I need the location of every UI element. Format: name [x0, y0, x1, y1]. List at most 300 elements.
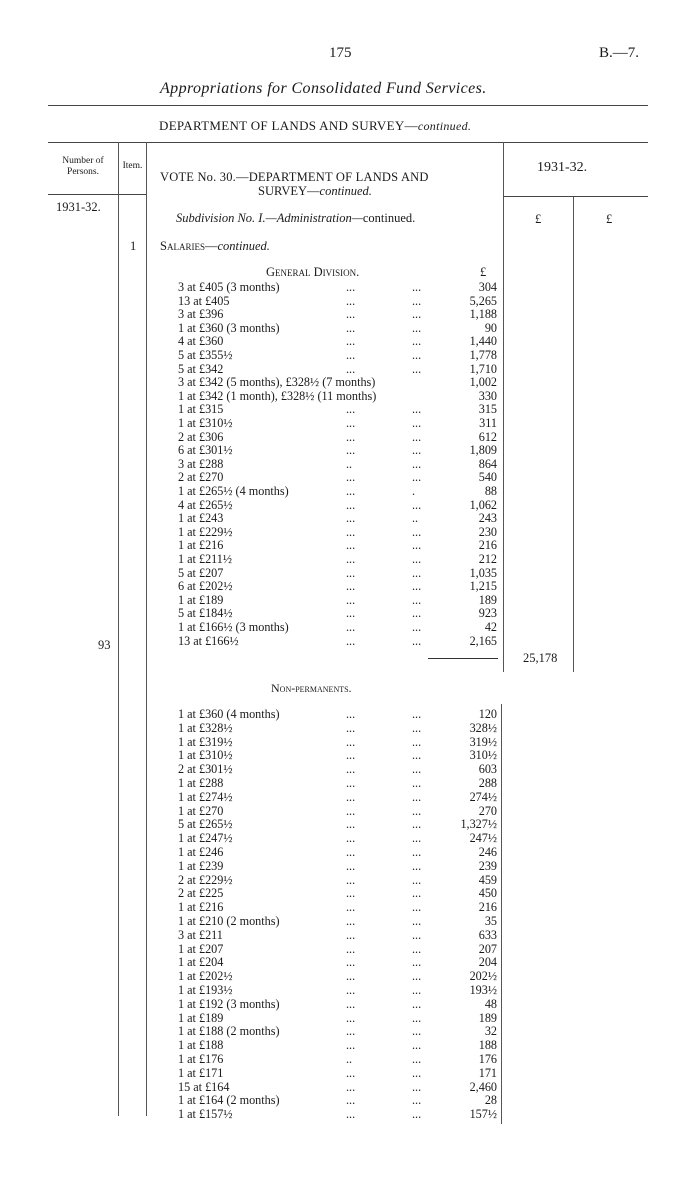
row-label: 3 at £211 — [178, 927, 223, 942]
row-leader-dots: ... — [346, 361, 356, 376]
row-leader-dots: ... — [346, 620, 356, 634]
currency-right: £ — [606, 212, 613, 226]
row-leader-dots: ... — [346, 511, 356, 526]
department-name: DEPARTMENT OF LANDS AND SURVEY— — [159, 118, 418, 133]
row-label: 1 at £315 — [178, 402, 224, 417]
page-reference: B.—7. — [599, 45, 640, 61]
row-leader-dots: ... — [412, 620, 422, 634]
row-leader-dots: ... — [346, 565, 356, 580]
row-amount: 319½ — [469, 734, 497, 749]
row-label: 1 at £360 (3 months) — [178, 320, 280, 335]
row-amount: 216 — [478, 538, 497, 553]
table-row — [178, 1024, 500, 1038]
row-amount: 270 — [478, 803, 497, 818]
page-number: 175 — [329, 45, 352, 61]
row-leader-dots: ... — [346, 429, 356, 444]
row-leader-dots: ... — [346, 762, 356, 777]
year-column-header: 1931-32. — [537, 160, 588, 175]
persons-year: 1931-32. — [56, 200, 101, 214]
row-amount: 157½ — [469, 1107, 497, 1122]
table-row — [178, 983, 500, 997]
row-label: 1 at £274½ — [178, 789, 233, 804]
row-amount: 246 — [478, 845, 497, 859]
row-amount: 204 — [478, 955, 497, 970]
row-label: 1 at £288 — [178, 776, 224, 790]
row-leader-dots: ... — [346, 776, 356, 790]
row-leader-dots: ... — [346, 497, 356, 512]
table-row — [178, 942, 500, 956]
row-leader-dots: ... — [346, 1065, 356, 1080]
row-label: 1 at £246 — [178, 845, 224, 859]
row-label: 2 at £229½ — [178, 872, 233, 887]
row-label: 1 at £342 (1 month), £328½ (11 months) — [178, 388, 377, 403]
row-label: 5 at £342 — [178, 361, 224, 376]
row-leader-dots: .. — [412, 511, 419, 526]
row-leader-dots: ... — [346, 707, 356, 721]
item-column-divider — [146, 142, 147, 1116]
row-leader-dots: ... — [412, 927, 422, 942]
row-label: 2 at £270 — [178, 470, 224, 485]
row-amount: 1,002 — [469, 375, 497, 390]
general-division-persons-total: 93 — [98, 638, 111, 652]
row-leader-dots: ... — [412, 831, 422, 846]
table-row — [178, 1107, 500, 1121]
row-leader-dots: . — [412, 484, 416, 498]
table-top-rule — [48, 142, 648, 143]
row-leader-dots: ... — [412, 941, 422, 956]
row-leader-dots: ... — [346, 307, 356, 322]
row-leader-dots: ... — [412, 1024, 422, 1039]
row-amount: 247½ — [469, 831, 497, 846]
row-leader-dots: ... — [346, 524, 356, 539]
row-amount: 310½ — [469, 748, 497, 763]
row-leader-dots: ... — [346, 633, 356, 648]
row-leader-dots: ... — [346, 443, 356, 458]
row-label: 6 at £202½ — [178, 579, 233, 594]
row-amount: 239 — [478, 858, 497, 873]
row-leader-dots: ... — [346, 1093, 356, 1108]
row-label: 2 at £225 — [178, 886, 224, 901]
row-leader-dots: ... — [346, 914, 356, 928]
table-row — [178, 817, 500, 831]
row-leader-dots: ... — [412, 1038, 422, 1053]
table-row — [178, 375, 500, 389]
row-leader-dots: ... — [346, 1024, 356, 1039]
row-leader-dots: ... — [412, 552, 422, 566]
row-label: 5 at £355½ — [178, 348, 233, 362]
table-row — [178, 721, 500, 735]
row-leader-dots: ... — [412, 886, 422, 901]
year-header-rule — [503, 196, 648, 197]
persons-column-header: Number of Persons. — [62, 156, 104, 177]
row-leader-dots: ... — [346, 280, 356, 294]
table-row — [178, 294, 500, 308]
table-row — [178, 886, 500, 900]
persons-header-rule — [48, 194, 118, 195]
row-leader-dots: ... — [412, 734, 422, 749]
table-row — [178, 280, 500, 294]
row-amount: 633 — [478, 927, 497, 942]
row-leader-dots: ... — [346, 983, 356, 997]
table-row — [178, 307, 500, 321]
non-permanents-amount-rule — [501, 704, 502, 1124]
page-title: Appropriations for Consolidated Fund Services. — [160, 80, 487, 97]
row-label: 1 at £216 — [178, 538, 224, 553]
row-amount: 274½ — [469, 789, 497, 804]
row-leader-dots: ... — [412, 1010, 422, 1025]
table-row — [178, 1052, 500, 1066]
row-leader-dots: ... — [412, 900, 422, 915]
row-label: 1 at £247½ — [178, 831, 233, 846]
subdivision-label: Subdivision No. I.—Administration— — [176, 211, 363, 225]
row-label: 1 at £204 — [178, 955, 224, 970]
row-amount: 243 — [478, 511, 497, 526]
row-leader-dots: ... — [346, 831, 356, 846]
row-leader-dots: ... — [346, 579, 356, 594]
table-row — [178, 900, 500, 914]
table-row — [178, 484, 500, 498]
salaries-heading — [160, 239, 270, 254]
table-row — [178, 525, 500, 539]
row-leader-dots: ... — [412, 803, 422, 818]
table-row — [178, 955, 500, 969]
row-label: 1 at £239 — [178, 858, 224, 873]
row-leader-dots: ... — [412, 565, 422, 580]
row-leader-dots: ... — [346, 416, 356, 430]
row-leader-dots: ... — [346, 402, 356, 417]
table-row — [178, 997, 500, 1011]
subdivision-continued: continued. — [362, 211, 416, 225]
row-leader-dots: ... — [346, 858, 356, 873]
row-leader-dots: ... — [412, 361, 422, 376]
row-label: 6 at £301½ — [178, 443, 233, 458]
table-row — [178, 321, 500, 335]
row-leader-dots: ... — [412, 348, 422, 362]
row-amount: 450 — [478, 886, 497, 901]
row-leader-dots: ... — [346, 320, 356, 335]
row-leader-dots: ... — [346, 470, 356, 485]
salaries-continued: continued. — [217, 239, 270, 253]
table-row — [178, 538, 500, 552]
row-leader-dots: ... — [412, 606, 422, 621]
row-label: 5 at £184½ — [178, 606, 233, 621]
row-amount: 1,188 — [469, 307, 497, 322]
row-leader-dots: ... — [412, 1065, 422, 1080]
row-label: 1 at £166½ (3 months) — [178, 620, 289, 634]
table-row — [178, 634, 500, 648]
salaries-label: Salaries— — [160, 239, 218, 253]
table-row — [178, 362, 500, 376]
row-label: 1 at £207 — [178, 941, 224, 956]
row-label: 1 at £216 — [178, 900, 224, 915]
general-division-currency: £ — [480, 265, 487, 279]
row-leader-dots: ... — [412, 334, 422, 349]
row-leader-dots: ... — [412, 858, 422, 873]
row-amount: 315 — [478, 402, 497, 417]
row-leader-dots: ... — [346, 720, 356, 735]
row-leader-dots: ... — [412, 497, 422, 512]
vote-title-continued — [258, 184, 372, 199]
row-leader-dots: ... — [412, 914, 422, 928]
row-leader-dots: ... — [412, 776, 422, 790]
table-row — [178, 1093, 500, 1107]
table-row — [178, 748, 500, 762]
table-row — [178, 457, 500, 471]
vote-line2-continued: continued. — [319, 184, 372, 198]
row-amount: 120 — [478, 707, 497, 721]
general-division-heading: General Division. — [266, 265, 360, 279]
row-leader-dots: ... — [412, 320, 422, 335]
table-row — [178, 1080, 500, 1094]
row-leader-dots: ... — [346, 845, 356, 859]
row-label: 2 at £306 — [178, 429, 224, 444]
table-row — [178, 389, 500, 403]
row-amount: 603 — [478, 762, 497, 777]
row-label: 1 at £310½ — [178, 416, 233, 430]
row-leader-dots: ... — [412, 1093, 422, 1108]
row-amount: 288 — [478, 776, 497, 790]
row-label: 5 at £207 — [178, 565, 224, 580]
row-amount: 459 — [478, 872, 497, 887]
row-leader-dots: ... — [412, 307, 422, 322]
row-leader-dots: ... — [346, 552, 356, 566]
table-row — [178, 776, 500, 790]
row-amount: 1,440 — [469, 334, 497, 349]
row-label: 1 at £270 — [178, 803, 224, 818]
row-amount: 1,778 — [469, 348, 497, 362]
row-amount: 193½ — [469, 983, 497, 997]
row-leader-dots: .. — [346, 456, 353, 471]
row-label: 4 at £265½ — [178, 497, 233, 512]
row-label: 1 at £157½ — [178, 1107, 233, 1122]
row-amount: 88 — [484, 484, 497, 498]
row-leader-dots: ... — [412, 443, 422, 458]
row-amount: 2,460 — [469, 1079, 497, 1094]
row-label: 4 at £360 — [178, 334, 224, 349]
row-amount: 330 — [478, 388, 497, 403]
row-leader-dots: ... — [346, 803, 356, 818]
table-row — [178, 1011, 500, 1025]
row-amount: 230 — [478, 524, 497, 539]
row-amount: 2,165 — [469, 633, 497, 648]
table-row — [178, 707, 500, 721]
amount-column-divider — [503, 142, 504, 672]
row-leader-dots: ... — [412, 429, 422, 444]
row-leader-dots: ... — [346, 941, 356, 956]
row-amount: 864 — [478, 456, 497, 471]
table-row — [178, 498, 500, 512]
table-row — [178, 593, 500, 607]
row-leader-dots: ... — [412, 817, 422, 832]
row-leader-dots: ... — [412, 789, 422, 804]
table-row — [178, 928, 500, 942]
row-label: 13 at £166½ — [178, 633, 239, 648]
currency-left: £ — [535, 212, 542, 226]
row-amount: 171 — [478, 1065, 497, 1080]
row-label: 1 at £319½ — [178, 734, 233, 749]
row-amount: 28 — [484, 1093, 497, 1108]
row-leader-dots: ... — [346, 927, 356, 942]
table-row — [178, 606, 500, 620]
row-leader-dots: ... — [412, 845, 422, 859]
row-leader-dots: ... — [412, 633, 422, 648]
vote-title: VOTE No. 30.—DEPARTMENT OF LANDS AND — [160, 170, 429, 184]
row-leader-dots: ... — [346, 900, 356, 915]
row-amount: 304 — [478, 280, 497, 294]
row-leader-dots: ... — [346, 886, 356, 901]
table-row — [178, 859, 500, 873]
title-rule — [48, 105, 648, 106]
table-row — [178, 1066, 500, 1080]
row-label: 1 at £360 (4 months) — [178, 707, 280, 721]
table-row — [178, 620, 500, 634]
table-row — [178, 735, 500, 749]
table-row — [178, 566, 500, 580]
row-leader-dots: ... — [412, 983, 422, 997]
persons-column-divider — [118, 142, 119, 1116]
row-leader-dots: ... — [412, 470, 422, 485]
row-amount: 35 — [484, 914, 497, 928]
row-leader-dots: ... — [346, 1038, 356, 1053]
row-label: 3 at £405 (3 months) — [178, 280, 280, 294]
table-row — [178, 969, 500, 983]
row-leader-dots: ... — [346, 748, 356, 763]
amount-subcolumn-divider — [573, 196, 574, 672]
row-label: 1 at £202½ — [178, 969, 233, 984]
row-amount: 1,710 — [469, 361, 497, 376]
item-number: 1 — [130, 239, 137, 253]
row-amount: 188 — [478, 1038, 497, 1053]
row-leader-dots: ... — [412, 955, 422, 970]
row-label: 3 at £288 — [178, 456, 224, 471]
row-amount: 176 — [478, 1052, 497, 1066]
general-division-total: 25,178 — [523, 651, 558, 665]
row-leader-dots: ... — [346, 1107, 356, 1122]
table-row — [178, 443, 500, 457]
row-amount: 189 — [478, 592, 497, 607]
row-leader-dots: ... — [412, 293, 422, 308]
table-row — [178, 831, 500, 845]
row-leader-dots: ... — [412, 762, 422, 777]
row-label: 1 at £210 (2 months) — [178, 914, 280, 928]
department-heading — [159, 118, 471, 134]
row-leader-dots: ... — [412, 996, 422, 1011]
row-leader-dots: ... — [412, 538, 422, 553]
row-label: 5 at £265½ — [178, 817, 233, 832]
general-division-total-rule — [428, 658, 498, 659]
row-leader-dots: ... — [346, 606, 356, 621]
row-amount: 32 — [484, 1024, 497, 1039]
row-leader-dots: ... — [346, 484, 356, 498]
row-leader-dots: ... — [412, 592, 422, 607]
row-leader-dots: ... — [412, 456, 422, 471]
row-leader-dots: ... — [346, 955, 356, 970]
row-leader-dots: ... — [346, 293, 356, 308]
row-amount: 540 — [478, 470, 497, 485]
row-amount: 216 — [478, 900, 497, 915]
row-leader-dots: ... — [346, 1079, 356, 1094]
table-row — [178, 334, 500, 348]
row-amount: 212 — [478, 552, 497, 566]
table-row — [178, 552, 500, 566]
row-leader-dots: .. — [346, 1052, 353, 1066]
row-leader-dots: ... — [412, 720, 422, 735]
row-amount: 202½ — [469, 969, 497, 984]
row-leader-dots: ... — [412, 969, 422, 984]
row-label: 1 at £243 — [178, 511, 224, 526]
row-amount: 48 — [484, 996, 497, 1011]
row-leader-dots: ... — [346, 1010, 356, 1025]
row-amount: 311 — [479, 416, 497, 430]
table-row — [178, 511, 500, 525]
row-label: 3 at £342 (5 months), £328½ (7 months) — [178, 375, 376, 390]
row-leader-dots: ... — [346, 734, 356, 749]
row-amount: 42 — [484, 620, 497, 634]
row-leader-dots: ... — [346, 789, 356, 804]
row-amount: 328½ — [469, 720, 497, 735]
row-leader-dots: ... — [346, 592, 356, 607]
table-row — [178, 430, 500, 444]
row-leader-dots: ... — [412, 280, 422, 294]
row-label: 1 at £171 — [178, 1065, 224, 1080]
row-amount: 612 — [478, 429, 497, 444]
row-amount: 1,215 — [469, 579, 497, 594]
row-label: 2 at £301½ — [178, 762, 233, 777]
row-amount: 90 — [484, 320, 497, 335]
row-leader-dots: ... — [412, 1107, 422, 1122]
row-amount: 5,265 — [469, 293, 497, 308]
table-row — [178, 873, 500, 887]
row-label: 13 at £405 — [178, 293, 230, 308]
row-label: 1 at £189 — [178, 592, 224, 607]
row-leader-dots: ... — [412, 1079, 422, 1094]
row-leader-dots: ... — [346, 969, 356, 984]
item-column-header: Item. — [122, 161, 143, 171]
row-label: 1 at £189 — [178, 1010, 224, 1025]
table-row — [178, 914, 500, 928]
row-leader-dots: ... — [412, 707, 422, 721]
row-leader-dots: ... — [412, 872, 422, 887]
row-label: 1 at £188 — [178, 1038, 224, 1053]
row-leader-dots: ... — [412, 402, 422, 417]
table-row — [178, 804, 500, 818]
row-label: 3 at £396 — [178, 307, 224, 322]
row-leader-dots: ... — [346, 334, 356, 349]
row-amount: 189 — [478, 1010, 497, 1025]
vote-line2: SURVEY— — [258, 184, 320, 198]
table-row — [178, 845, 500, 859]
row-label: 1 at £193½ — [178, 983, 233, 997]
row-leader-dots: ... — [346, 817, 356, 832]
row-leader-dots: ... — [412, 416, 422, 430]
row-label: 1 at £265½ (4 months) — [178, 484, 289, 498]
table-row — [178, 402, 500, 416]
table-row — [178, 579, 500, 593]
row-label: 15 at £164 — [178, 1079, 230, 1094]
row-leader-dots: ... — [412, 748, 422, 763]
row-label: 1 at £328½ — [178, 720, 233, 735]
row-amount: 1,035 — [469, 565, 497, 580]
row-leader-dots: ... — [412, 1052, 422, 1066]
non-permanents-heading: Non-permanents. — [271, 681, 352, 695]
table-row — [178, 470, 500, 484]
row-leader-dots: ... — [346, 538, 356, 553]
row-amount: 1,062 — [469, 497, 497, 512]
subdivision-heading — [176, 211, 415, 226]
row-label: 1 at £176 — [178, 1052, 224, 1066]
table-row — [178, 416, 500, 430]
row-amount: 1,327½ — [460, 817, 497, 832]
